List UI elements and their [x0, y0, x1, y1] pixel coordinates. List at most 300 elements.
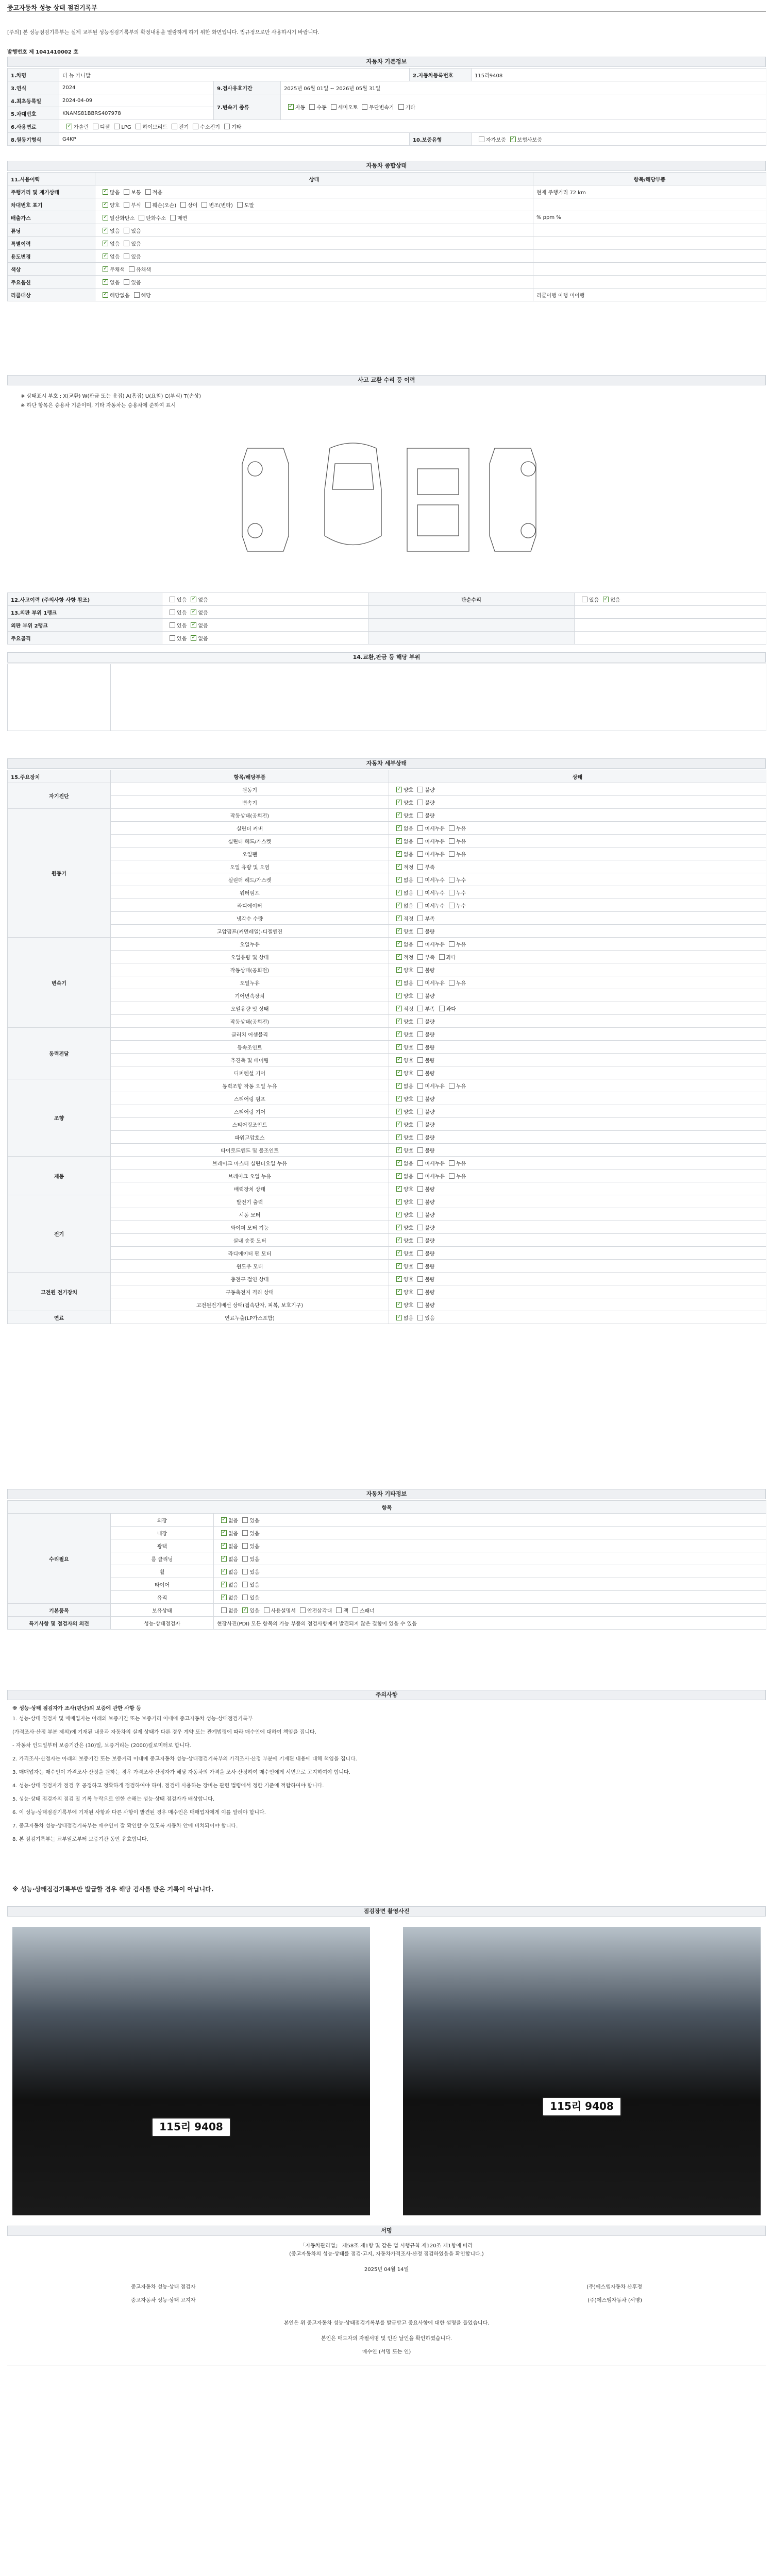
checkbox-label: 없음: [610, 597, 620, 603]
detail-sub: 작동상태(공회전): [111, 809, 389, 822]
checkbox[interactable]: [300, 1607, 306, 1613]
checkbox[interactable]: [439, 954, 445, 960]
checkbox[interactable]: [417, 851, 423, 857]
detail-row: [8, 1195, 766, 1208]
detail-row: [8, 1066, 766, 1079]
checkbox[interactable]: [396, 1302, 402, 1308]
other-row: [8, 1591, 766, 1604]
checkbox-label: 미세누유: [425, 980, 445, 987]
checkbox[interactable]: [417, 1122, 423, 1127]
checkbox[interactable]: [170, 597, 175, 602]
checkbox[interactable]: [221, 1517, 227, 1523]
checkbox[interactable]: [396, 800, 402, 805]
checkbox[interactable]: [603, 597, 609, 602]
other-row: [8, 1565, 766, 1578]
checkbox[interactable]: [331, 104, 337, 110]
checkbox[interactable]: [417, 1289, 423, 1295]
checkbox[interactable]: [417, 1031, 423, 1037]
checkbox[interactable]: [124, 241, 129, 246]
checkbox[interactable]: [221, 1530, 227, 1536]
general-state: [95, 185, 533, 198]
checkbox[interactable]: [396, 954, 402, 960]
checkbox[interactable]: [417, 1315, 423, 1320]
caution-line: 5. 성능·상태 점검자의 점검 및 기록 누락으로 인한 손해는 성능·상태 점검자가 배상합니다.: [12, 1797, 215, 1802]
accident-right-state: [575, 593, 766, 606]
checkbox[interactable]: [417, 1302, 423, 1308]
general-note: [533, 224, 766, 237]
checkbox[interactable]: [417, 903, 423, 908]
checkbox[interactable]: [396, 825, 402, 831]
checkbox[interactable]: [479, 137, 484, 142]
checkbox[interactable]: [136, 124, 141, 129]
checkbox-label: 양호: [404, 1264, 414, 1270]
checkbox[interactable]: [449, 890, 455, 895]
checkbox-label: 불량: [425, 1071, 435, 1077]
checkbox[interactable]: [103, 228, 108, 233]
checkbox[interactable]: [417, 1096, 423, 1101]
checkbox[interactable]: [396, 1044, 402, 1050]
checkbox[interactable]: [362, 104, 367, 110]
detail-state: [389, 976, 766, 989]
sign-confirm-2: 본인은 매도자의 자필서명 및 인감 날인을 확인하였습니다.: [321, 2336, 452, 2342]
detail-group: 전기: [8, 1195, 111, 1273]
checkbox-label: 양호: [404, 1148, 414, 1154]
detail-state: [389, 1285, 766, 1298]
checkbox[interactable]: [417, 928, 423, 934]
detail-sub: 발전기 출력: [111, 1195, 389, 1208]
checkbox[interactable]: [417, 838, 423, 844]
other-opinion-row: [8, 1617, 766, 1630]
checkbox[interactable]: [124, 189, 129, 195]
checkbox-label: 불량: [425, 1290, 435, 1296]
checkbox-label: 있음: [249, 1595, 260, 1601]
checkbox[interactable]: [396, 1276, 402, 1282]
checkbox[interactable]: [449, 877, 455, 883]
detail-group: 변속기: [8, 938, 111, 1028]
checkbox[interactable]: [439, 1006, 445, 1011]
section-caution: 주의사항: [7, 1690, 766, 1700]
detail-group: 원동기: [8, 809, 111, 938]
checkbox[interactable]: [224, 124, 230, 129]
other-sub: 휠: [111, 1565, 214, 1578]
checkbox-label: 불량: [425, 1019, 435, 1025]
checkbox-label: 유채색: [136, 267, 151, 273]
checkbox[interactable]: [417, 1238, 423, 1243]
checkbox[interactable]: [396, 1173, 402, 1179]
checkbox[interactable]: [417, 1147, 423, 1153]
checkbox[interactable]: [170, 635, 175, 641]
checkbox[interactable]: [417, 1070, 423, 1076]
checkbox[interactable]: [237, 202, 243, 208]
checkbox[interactable]: [396, 1122, 402, 1127]
notice-text: [주의] 본 성능점검기록부는 실제 교부된 성능점검기록부의 확정내용을 열람하게 하기 위한 화면입니다. 법규정으로만 사용하시기 바랍니다.: [7, 30, 320, 36]
checkbox[interactable]: [396, 1263, 402, 1269]
detail-row: [8, 938, 766, 951]
checkbox[interactable]: [170, 622, 175, 628]
accident-state: [162, 606, 368, 619]
checkbox[interactable]: [449, 903, 455, 908]
checkbox[interactable]: [396, 903, 402, 908]
checkbox[interactable]: [417, 980, 423, 986]
checkbox[interactable]: [449, 1173, 455, 1179]
checkbox[interactable]: [242, 1569, 248, 1574]
checkbox[interactable]: [103, 292, 108, 298]
checkbox[interactable]: [417, 1225, 423, 1230]
checkbox[interactable]: [510, 137, 516, 142]
other-state: [214, 1552, 766, 1565]
detail-state: [389, 848, 766, 860]
checkbox-label: 무단변속기: [369, 105, 394, 111]
checkbox[interactable]: [242, 1556, 248, 1562]
checkbox[interactable]: [221, 1582, 227, 1587]
checkbox[interactable]: [396, 1315, 402, 1320]
checkbox[interactable]: [264, 1607, 270, 1613]
checkbox[interactable]: [417, 864, 423, 870]
checkbox[interactable]: [180, 202, 186, 208]
checkbox[interactable]: [417, 1173, 423, 1179]
checkbox-label: 있음: [177, 623, 187, 629]
detail-sub: 스티어링 펌프: [111, 1092, 389, 1105]
checkbox-label: 양호: [404, 800, 414, 806]
checkbox-label: 불량: [425, 1199, 435, 1206]
checkbox[interactable]: [221, 1569, 227, 1574]
checkbox[interactable]: [396, 864, 402, 870]
checkbox[interactable]: [124, 253, 129, 259]
other-row: [8, 1539, 766, 1552]
checkbox-label: 없음: [110, 241, 120, 247]
head: 항목/해당부품: [533, 173, 766, 185]
checkbox[interactable]: [396, 967, 402, 973]
checkbox[interactable]: [309, 104, 315, 110]
accident-right-label: [368, 619, 575, 632]
checkbox[interactable]: [170, 609, 175, 615]
checkbox-label: 없음: [198, 610, 208, 616]
general-label: 용도변경: [8, 250, 95, 263]
checkbox[interactable]: [582, 597, 587, 602]
checkbox[interactable]: [242, 1530, 248, 1536]
checkbox[interactable]: [417, 941, 423, 947]
checkbox[interactable]: [201, 202, 207, 208]
detail-sub: 기어변속장치: [111, 989, 389, 1002]
section-photos: 점검장면 촬영사진: [7, 1906, 766, 1917]
checkbox[interactable]: [288, 104, 294, 110]
accident-sub-title: 14.교환,판금 등 해당 부위: [7, 652, 766, 663]
accident-legend-2: ※ 하단 항목은 승용차 기준이며, 기타 자동차는 승용차에 준하여 표시: [21, 403, 176, 409]
checkbox-label: 없음: [228, 1518, 239, 1524]
other-basic-state: [214, 1604, 766, 1617]
checkbox[interactable]: [417, 1186, 423, 1192]
checkbox[interactable]: [124, 279, 129, 285]
checkbox[interactable]: [396, 1212, 402, 1217]
other-opinion-text: 현장사진(PDI) 모든 항목의 가능 부품의 점검사항에서 발견되지 않은 결함이 있을 수 있음: [214, 1617, 766, 1630]
checkbox-label: 불량: [425, 1212, 435, 1218]
checkbox[interactable]: [396, 1109, 402, 1114]
checkbox-label: 양호: [404, 1212, 414, 1218]
checkbox[interactable]: [242, 1582, 248, 1587]
checkbox[interactable]: [396, 1031, 402, 1037]
checkbox[interactable]: [396, 1160, 402, 1166]
checkbox[interactable]: [417, 812, 423, 818]
detail-sub: 시동 모터: [111, 1208, 389, 1221]
checkbox[interactable]: [417, 1083, 423, 1089]
checkbox[interactable]: [417, 1057, 423, 1063]
checkbox[interactable]: [103, 215, 108, 221]
checkbox[interactable]: [191, 609, 196, 615]
checkbox[interactable]: [396, 1134, 402, 1140]
checkbox[interactable]: [396, 851, 402, 857]
checkbox[interactable]: [449, 941, 455, 947]
other-basic-label: 기본품목: [8, 1604, 111, 1617]
detail-row: [8, 1260, 766, 1273]
checkbox-label: 부족: [425, 865, 435, 871]
checkbox-label: 양호: [404, 1238, 414, 1244]
checkbox[interactable]: [242, 1543, 248, 1549]
checkbox-label: 있음: [249, 1582, 260, 1588]
checkbox[interactable]: [417, 1276, 423, 1282]
checkbox[interactable]: [396, 1238, 402, 1243]
parts-cell: [8, 664, 111, 731]
checkbox[interactable]: [221, 1543, 227, 1549]
checkbox[interactable]: [193, 124, 198, 129]
checkbox[interactable]: [124, 202, 129, 208]
checkbox-label: 변조(변타): [209, 202, 233, 209]
checkbox-label: 없음: [404, 877, 414, 884]
detail-row: [8, 822, 766, 835]
checkbox[interactable]: [396, 890, 402, 895]
checkbox[interactable]: [242, 1517, 248, 1523]
other-group: 수리필요: [8, 1514, 111, 1604]
doc-number: 발행번호 제 1041410002 호: [7, 49, 78, 55]
checkbox-label: 불량: [425, 800, 435, 806]
checkbox[interactable]: [396, 1070, 402, 1076]
checkbox-label: 양호: [404, 1302, 414, 1309]
checkbox[interactable]: [396, 1006, 402, 1011]
checkbox[interactable]: [396, 1225, 402, 1230]
checkbox[interactable]: [417, 877, 423, 883]
detail-state: [389, 1208, 766, 1221]
section-detail: 자동차 세부상태: [7, 758, 766, 769]
checkbox[interactable]: [396, 941, 402, 947]
checkbox[interactable]: [417, 1263, 423, 1269]
label: 2.자동차등록번호: [410, 69, 472, 81]
checkbox[interactable]: [396, 1250, 402, 1256]
checkbox-label: 사용설명서: [271, 1608, 296, 1614]
checkbox[interactable]: [417, 1212, 423, 1217]
checkbox[interactable]: [449, 838, 455, 844]
checkbox[interactable]: [417, 1134, 423, 1140]
head: 15.주요장치: [8, 770, 111, 783]
checkbox[interactable]: [417, 1199, 423, 1205]
checkbox[interactable]: [103, 279, 108, 285]
accident-label: 주요골격: [8, 632, 162, 645]
checkbox[interactable]: [103, 253, 108, 259]
sign-law-2: (중고자동차의 성능·상태를 점검·고지, 자동차가격조사·산정 점검하였음을 확인합니다.): [289, 2251, 484, 2257]
checkbox[interactable]: [417, 1109, 423, 1114]
checkbox-label: 있음: [177, 597, 187, 603]
sign-buyer: 매수인 (서명 또는 인): [362, 2349, 411, 2355]
checkbox[interactable]: [396, 1199, 402, 1205]
general-row: [8, 237, 766, 250]
detail-row: [8, 1285, 766, 1298]
checkbox[interactable]: [417, 967, 423, 973]
checkbox[interactable]: [221, 1595, 227, 1600]
caution-line: 2. 가격조사·산정자는 아래의 보증기간 또는 보증거리 이내에 중고자동차 성능·상태점검기록부의 가격조사·산정 부분에 기재된 내용에 대해 책임을 집니다.: [12, 1756, 357, 1762]
fuel-checks: [59, 120, 766, 133]
checkbox[interactable]: [417, 1250, 423, 1256]
checkbox[interactable]: [449, 1160, 455, 1166]
checkbox[interactable]: [93, 124, 98, 129]
checkbox[interactable]: [242, 1607, 248, 1613]
general-note: 리콜이행 이행 미이행: [533, 289, 766, 301]
general-row: [8, 250, 766, 263]
checkbox[interactable]: [417, 916, 423, 921]
checkbox[interactable]: [417, 993, 423, 998]
detail-row: [8, 912, 766, 925]
detail-row: [8, 796, 766, 809]
checkbox[interactable]: [417, 1006, 423, 1011]
checkbox[interactable]: [417, 1019, 423, 1024]
checkbox[interactable]: [417, 890, 423, 895]
checkbox-label: 부족: [425, 916, 435, 922]
detail-row: [8, 1170, 766, 1182]
general-state: [95, 211, 533, 224]
checkbox[interactable]: [221, 1607, 227, 1613]
checkbox[interactable]: [396, 1186, 402, 1192]
checkbox[interactable]: [396, 1096, 402, 1101]
detail-sub: 오일 유량 및 오염: [111, 860, 389, 873]
checkbox-label: 없음: [228, 1569, 239, 1575]
checkbox[interactable]: [336, 1607, 342, 1613]
checkbox-label: 부족: [425, 1006, 435, 1012]
other-opinion-label: 특기사항 및 점검자의 의견: [8, 1617, 111, 1630]
detail-sub: 오일누유: [111, 938, 389, 951]
checkbox-label: 적정: [404, 955, 414, 961]
accident-table: [7, 592, 766, 645]
checkbox[interactable]: [114, 124, 120, 129]
detail-row: [8, 860, 766, 873]
checkbox[interactable]: [449, 980, 455, 986]
checkbox[interactable]: [449, 1083, 455, 1089]
checkbox[interactable]: [396, 1019, 402, 1024]
checkbox-label: 자동: [295, 105, 306, 111]
checkbox-label: 가솔린: [74, 124, 89, 130]
checkbox[interactable]: [396, 1147, 402, 1153]
checkbox[interactable]: [134, 292, 140, 298]
checkbox-label: 양호: [404, 1096, 414, 1103]
checkbox[interactable]: [417, 800, 423, 805]
checkbox[interactable]: [191, 597, 196, 602]
checkbox[interactable]: [398, 104, 404, 110]
detail-sub: 라디에이터 팬 모터: [111, 1247, 389, 1260]
checkbox[interactable]: [191, 622, 196, 628]
checkbox[interactable]: [449, 851, 455, 857]
checkbox[interactable]: [417, 954, 423, 960]
checkbox-label: 불량: [425, 813, 435, 819]
label: 4.최초등록일: [8, 94, 59, 107]
checkbox[interactable]: [124, 228, 129, 233]
checkbox[interactable]: [145, 202, 151, 208]
detail-sub: 디퍼렌셜 기어: [111, 1066, 389, 1079]
checkbox-label: 불량: [425, 1264, 435, 1270]
checkbox[interactable]: [170, 215, 176, 221]
checkbox[interactable]: [103, 241, 108, 246]
checkbox-label: 양호: [404, 929, 414, 935]
detail-sub: 실린더 헤드/가스켓: [111, 873, 389, 886]
checkbox[interactable]: [396, 916, 402, 921]
other-table: [7, 1500, 766, 1630]
car-diagram: [227, 433, 546, 567]
checkbox[interactable]: [129, 266, 135, 272]
detail-row: [8, 1182, 766, 1195]
checkbox-label: 없음: [404, 942, 414, 948]
detail-state: [389, 873, 766, 886]
checkbox-label: 많음: [110, 190, 120, 196]
general-note: [533, 276, 766, 289]
sign-law: 「자동차관리법」 제58조 제1항 및 같은 법 시행규칙 제120조 제1항에 따라: [300, 2243, 473, 2249]
checkbox[interactable]: [242, 1595, 248, 1600]
checkbox[interactable]: [417, 1160, 423, 1166]
checkbox[interactable]: [396, 993, 402, 998]
checkbox[interactable]: [103, 266, 108, 272]
checkbox[interactable]: [145, 189, 151, 195]
checkbox[interactable]: [396, 980, 402, 986]
checkbox[interactable]: [396, 812, 402, 818]
checkbox-label: 없음: [228, 1531, 239, 1537]
checkbox[interactable]: [417, 825, 423, 831]
checkbox-label: 무채색: [110, 267, 125, 273]
detail-sub: 고전원전기배선 상태(접속단자, 피복, 보호기구): [111, 1298, 389, 1311]
checkbox-label: 없음: [198, 597, 208, 603]
checkbox[interactable]: [352, 1607, 358, 1613]
checkbox[interactable]: [103, 189, 108, 195]
checkbox-label: 없음: [404, 839, 414, 845]
checkbox-label: 해당: [141, 293, 151, 299]
checkbox[interactable]: [139, 215, 144, 221]
checkbox[interactable]: [191, 635, 196, 641]
checkbox[interactable]: [396, 1083, 402, 1089]
sign-date: 2025년 04월 14일: [364, 2267, 409, 2273]
checkbox[interactable]: [396, 1289, 402, 1295]
checkbox[interactable]: [396, 877, 402, 883]
checkbox[interactable]: [172, 124, 177, 129]
detail-row: [8, 1092, 766, 1105]
accident-state: [162, 619, 368, 632]
detail-row: [8, 1221, 766, 1234]
detail-row: [8, 848, 766, 860]
checkbox[interactable]: [396, 1057, 402, 1063]
checkbox[interactable]: [396, 787, 402, 792]
general-label: 리콜대상: [8, 289, 95, 301]
detail-state: [389, 1041, 766, 1054]
checkbox[interactable]: [417, 787, 423, 792]
general-label: 특별이력: [8, 237, 95, 250]
checkbox[interactable]: [449, 825, 455, 831]
checkbox-label: 미세누유: [425, 852, 445, 858]
checkbox[interactable]: [221, 1556, 227, 1562]
checkbox[interactable]: [396, 838, 402, 844]
detail-group: 연료: [8, 1311, 111, 1324]
other-sub: 내장: [111, 1527, 214, 1539]
sign-inspector-name: (주)에스엠자동차 산후정: [586, 2284, 642, 2290]
checkbox-label: 불량: [425, 1096, 435, 1103]
checkbox[interactable]: [417, 1044, 423, 1050]
checkbox[interactable]: [103, 202, 108, 208]
general-note: [533, 237, 766, 250]
checkbox-label: 없음: [228, 1608, 239, 1614]
checkbox[interactable]: [66, 124, 72, 129]
checkbox[interactable]: [396, 928, 402, 934]
checkbox-label: 없음: [404, 826, 414, 832]
